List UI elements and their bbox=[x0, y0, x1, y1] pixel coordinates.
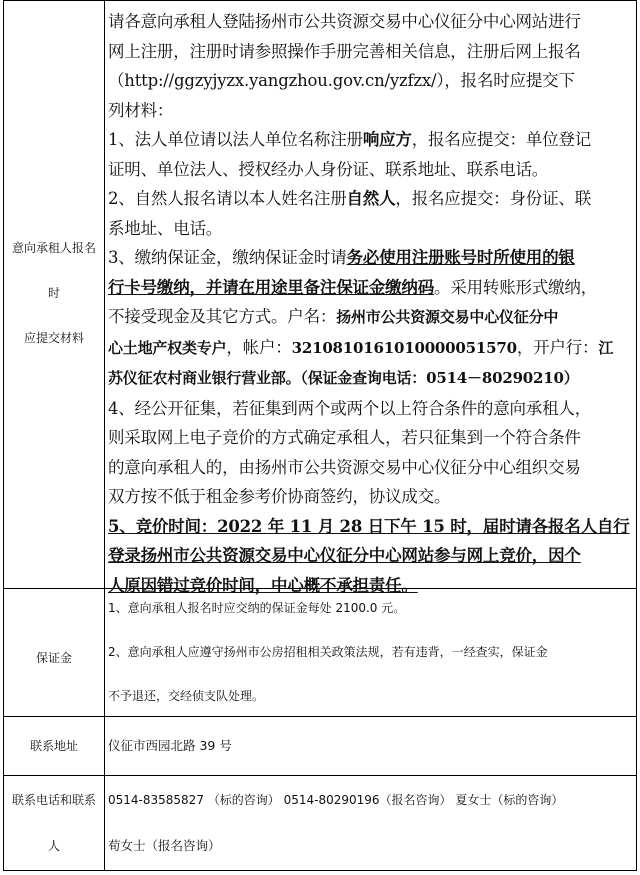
account-name: 扬州市公共资源交易中心仪征分中 bbox=[336, 308, 559, 326]
req-text: 网上注册，注册时请参照操作手册完善相关信息，注册后网上报名 bbox=[108, 41, 581, 61]
req-text: 2、自然人报名请以本人姓名注册 bbox=[108, 189, 347, 208]
deposit-content bbox=[108, 586, 634, 718]
req-text: 则采取网上电子竞价的方式确定承租人，若只征集到一个符合条件 bbox=[108, 428, 581, 447]
req-text: 证明、单位法人、授权经办人身份证、联系地址、联系电话。 bbox=[108, 159, 549, 179]
requirements-content bbox=[108, 7, 634, 600]
address-value: 仪征市西园北路 39 号 bbox=[108, 738, 232, 753]
deposit-phone: （保证金查询电话：0514－80290210） bbox=[300, 369, 579, 387]
req-line bbox=[108, 184, 634, 214]
req-line bbox=[108, 125, 634, 155]
req-line bbox=[108, 66, 634, 96]
bidding-time: 5、竞价时间：2022 年 11 月 28 日下午 15 时，届时请各报名人自行 bbox=[108, 516, 630, 536]
column-divider bbox=[104, 0, 105, 871]
req-text: ，报名应提交：单位登记 bbox=[411, 130, 592, 149]
req-underlined-text: 人原因错过竞价时间，中心概不承担责任。 bbox=[108, 575, 418, 595]
req-line bbox=[108, 453, 634, 483]
req-text: ，报名应提交：身份证、联 bbox=[395, 189, 592, 208]
req-text: 双方按不低于租金参考价协商签约，协议成交。 bbox=[108, 487, 451, 506]
account-number: 3210810161010000051570 bbox=[291, 338, 517, 357]
req-line bbox=[108, 333, 634, 364]
contact-label-line1: 联系电话和联系 bbox=[11, 793, 96, 807]
registration-url: （http://ggzyjyzx.yangzhou.gov.cn/yzfzx/），报名时应提交下 bbox=[108, 71, 575, 90]
deposit-label: 保证金 bbox=[35, 651, 72, 665]
requirements-label-line3: 应提交材料 bbox=[23, 331, 84, 345]
contact-content bbox=[108, 792, 634, 854]
address-content bbox=[108, 738, 634, 754]
req-line bbox=[108, 7, 634, 37]
req-line bbox=[108, 155, 634, 185]
bank-name: 江 bbox=[598, 338, 614, 357]
deposit-line: 不予退还，交经侦支队处理。 bbox=[108, 689, 265, 703]
req-text: 系地址、电话。 bbox=[108, 218, 223, 238]
req-line bbox=[108, 363, 634, 394]
req-line bbox=[108, 273, 634, 303]
account-name: 心土地产权类专户 bbox=[108, 338, 227, 357]
req-text: 列材料： bbox=[108, 100, 174, 120]
req-text: 请各意向承租人登陆扬州市公共资源交易中心仪征分中心网站进行 bbox=[108, 12, 581, 31]
req-underlined-text: 登录扬州市公共资源交易中心仪征分中心网站参与网上竞价，因个 bbox=[108, 546, 581, 565]
req-line bbox=[108, 96, 634, 126]
bank-name: 苏仪征农村商业银行营业部。 bbox=[108, 369, 301, 387]
req-text: 不接受现金及其它方式。户名： bbox=[108, 307, 337, 326]
req-line bbox=[108, 302, 634, 333]
contact-label bbox=[4, 792, 104, 854]
req-line bbox=[108, 214, 634, 244]
req-bold-text: 响应方 bbox=[362, 130, 412, 149]
req-text: ，开户行： bbox=[516, 337, 599, 357]
contact-label-line2: 人 bbox=[47, 839, 60, 853]
req-line bbox=[108, 482, 634, 512]
req-line bbox=[108, 541, 634, 571]
row-divider bbox=[3, 775, 637, 776]
req-text: 3、缴纳保证金，缴纳保证金时请 bbox=[108, 248, 347, 267]
req-underlined-text: 行卡号缴纳，并请在用途里备注保证金缴纳码 bbox=[108, 277, 435, 297]
req-line bbox=[108, 423, 634, 453]
req-bold-text: 自然人 bbox=[346, 189, 396, 208]
req-text: ，帐户： bbox=[226, 337, 292, 357]
req-line bbox=[108, 37, 634, 67]
requirements-label-line2: 时 bbox=[47, 286, 60, 300]
requirements-label bbox=[4, 238, 104, 348]
req-text: 1、法人单位请以法人单位名称注册 bbox=[108, 130, 363, 149]
contact-line: 0514-83585827 （标的咨询） 0514-80290196（报名咨询） 夏女士（标的咨询） bbox=[108, 793, 564, 807]
req-text: 4、经公开征集，若征集到两个或两个以上符合条件的意向承租人， bbox=[108, 398, 591, 418]
deposit-line: 1、意向承租人报名时应交纳的保证金每处 2100.0 元。 bbox=[108, 601, 406, 615]
req-line bbox=[108, 394, 634, 424]
deposit-line: 2、意向承租人应遵守扬州市公房招租相关政策法规，若有违背，一经查实，保证金 bbox=[108, 645, 548, 659]
address-label: 联系地址 bbox=[29, 739, 78, 753]
req-text: 。采用转账形式缴纳， bbox=[434, 277, 598, 297]
req-line bbox=[108, 243, 634, 273]
req-line bbox=[108, 512, 634, 542]
contact-line: 荀女士（报名咨询） bbox=[108, 838, 221, 853]
requirements-label-line1: 意向承租人报名 bbox=[11, 241, 96, 255]
req-text: 的意向承租人的，由扬州市公共资源交易中心仪征分中心组织交易 bbox=[108, 457, 581, 477]
req-underlined-text: 务必使用注册账号时所使用的银 bbox=[346, 248, 575, 267]
